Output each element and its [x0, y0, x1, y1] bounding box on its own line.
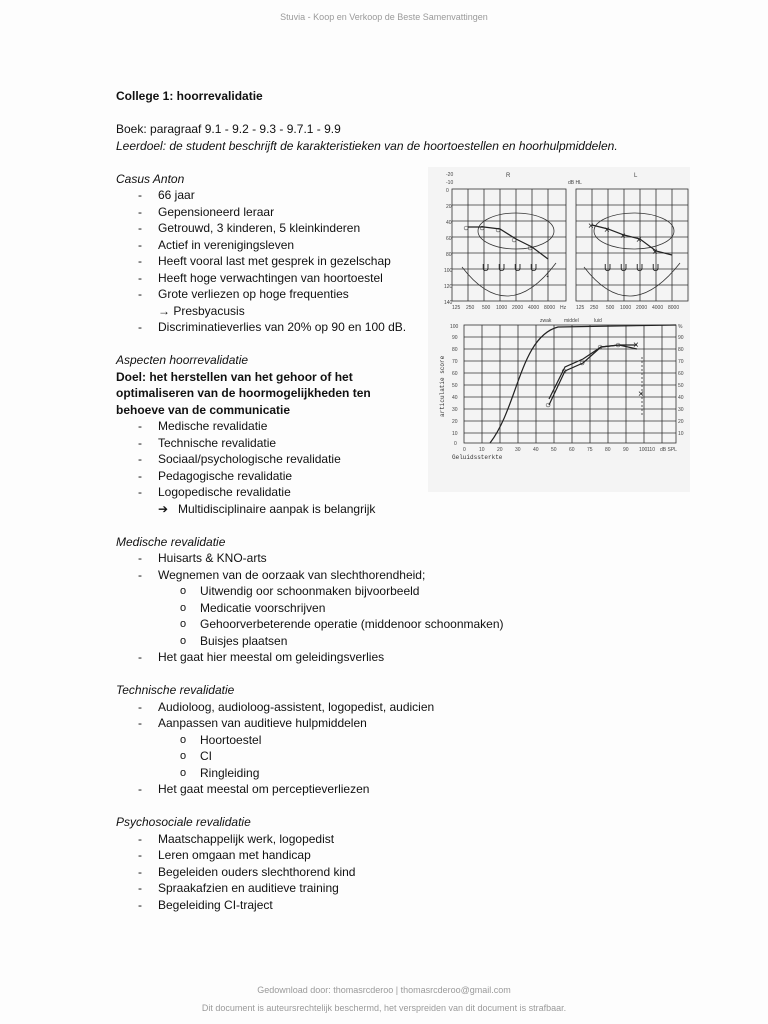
list-item: - Het gaat meestal om perceptieverliezen — [116, 781, 636, 798]
marker-u: U — [620, 263, 628, 274]
db-tick: 80 — [446, 252, 452, 258]
speech-audiogram — [464, 325, 676, 443]
list-item: - Audioloog, audioloog-assistent, logopedist, audicien — [116, 699, 636, 716]
speech-x-tick: 20 — [497, 447, 503, 453]
speech-y-tick: 40 — [452, 395, 458, 401]
marker-o: ○ — [579, 358, 586, 369]
sub-list-item: o Uitwendig oor schoonmaken bijvoorbeeld — [116, 583, 636, 600]
list-item: - Pedagogische revalidatie — [116, 468, 636, 485]
speech-y-tick: 80 — [452, 347, 458, 353]
sub-list-item: o Hoortoestel — [116, 732, 636, 749]
arrow-note — [116, 501, 636, 518]
list-item: - Actief in verenigingsleven — [116, 237, 416, 254]
db-tick: -20 — [446, 172, 454, 178]
marker-x: × — [652, 247, 658, 258]
speech-y-ticks — [450, 324, 684, 447]
freq-tick: 2000 — [636, 305, 648, 311]
document-title: College 1: hoorrevalidatie — [116, 89, 263, 103]
list-item: - Maatschappelijk werk, logopedist — [116, 831, 636, 848]
audiogram-right — [452, 189, 566, 301]
speech-x-unit: dB SPL — [660, 447, 677, 453]
speech-y-tick: 90 — [452, 335, 458, 341]
casus-heading: Casus Anton — [116, 171, 185, 186]
marker-o: ○ — [597, 342, 604, 353]
db-tick: 0 — [446, 188, 449, 194]
db-unit: dB HL — [568, 180, 582, 186]
learning-goal: Leerdoel: de student beschrijft de karakteristieken van de hoortoestellen en hoorhulpmiddelen. — [116, 138, 618, 153]
page-header: Stuvia - Koop en Verkoop de Beste Samenvattingen — [280, 12, 488, 22]
marker-u: U — [636, 263, 644, 274]
db-tick: 20 — [446, 204, 452, 210]
marker-arrow: ↓ — [545, 269, 550, 280]
speech-y-tick: 70 — [678, 359, 684, 365]
speech-y-tick: 30 — [678, 407, 684, 413]
list-item: - Leren omgaan met handicap — [116, 847, 636, 864]
marker-x: × — [636, 235, 642, 246]
freq-tick: 8000 — [668, 305, 680, 311]
list-item: - Heeft vooral last met gesprek in gezelschap — [116, 253, 416, 270]
marker-u: U — [530, 263, 538, 274]
speech-y-tick: 0 — [454, 441, 457, 447]
sub-list-item: o Medicatie voorschrijven — [116, 600, 636, 617]
speech-x-ticks — [463, 447, 677, 453]
list-item: - Gepensioneerd leraar — [116, 204, 416, 221]
list-item: - Sociaal/psychologische revalidatie — [116, 451, 636, 468]
casus-list — [116, 187, 416, 336]
technisch-sublist — [116, 732, 636, 782]
list-item: - Technische revalidatie — [116, 435, 636, 452]
db-tick: -10 — [446, 180, 454, 186]
list-item: - Aanpassen van auditieve hulpmiddelen — [116, 715, 636, 732]
freq-tick: 1000 — [496, 305, 508, 311]
sub-list-item: o Gehoorverbeterende operatie (middenoor schoonmaken) — [116, 616, 636, 633]
medisch-heading: Medische revalidatie — [116, 534, 226, 549]
speech-y-tick: 60 — [452, 371, 458, 377]
speech-y-tick: 50 — [678, 383, 684, 389]
marker-o: ○ — [463, 223, 470, 234]
freq-tick: 500 — [482, 305, 491, 311]
speech-x-label: Geluidssterkte — [452, 454, 503, 461]
list-item: - Spraakafzien en auditieve training — [116, 880, 636, 897]
marker-o: ○ — [527, 243, 534, 254]
marker-o: ○ — [479, 223, 486, 234]
speech-y-tick: 30 — [452, 407, 458, 413]
db-tick: 120 — [444, 284, 453, 290]
technisch-heading: Technische revalidatie — [116, 683, 235, 697]
audiogram-svg — [428, 167, 690, 492]
medisch-sublist — [116, 583, 636, 649]
speech-y-tick: 40 — [678, 395, 684, 401]
list-item: - Huisarts & KNO-arts — [116, 550, 636, 567]
speech-top-label: middel — [564, 318, 579, 324]
speech-x-tick: 0 — [463, 447, 466, 453]
marker-o: ○ — [615, 340, 622, 351]
freq-tick: 2000 — [512, 305, 524, 311]
speech-x-tick: 75 — [587, 447, 593, 453]
speech-y-tick: 10 — [678, 431, 684, 437]
audiogram-left-label: L — [634, 173, 638, 179]
list-item: - Het gaat hier meestal om geleidingsverlies — [116, 649, 636, 666]
speech-y-tick: 80 — [678, 347, 684, 353]
freq-tick: 4000 — [652, 305, 664, 311]
list-item: - Getrouwd, 3 kinderen, 5 kleinkinderen — [116, 220, 416, 237]
list-item: - Wegnemen van de oorzaak van slechthorendheid; — [116, 567, 636, 584]
list-item: - 66 jaar — [116, 187, 416, 204]
sub-list-item: o Ringleiding — [116, 765, 636, 782]
arrow-note-text: Multidisciplinaire aanpak is belangrijk — [178, 501, 376, 516]
marker-x: × — [604, 225, 610, 236]
marker-o: ○ — [495, 225, 502, 236]
speech-x-tick: 110 — [647, 447, 655, 453]
technisch-list-end — [116, 781, 636, 798]
marker-o: ○ — [511, 235, 518, 246]
list-item: - Begeleiden ouders slechthorend kind — [116, 864, 636, 881]
speech-x-tick: 100 — [639, 447, 648, 453]
medisch-list-end — [116, 649, 636, 666]
freq-tick: 1000 — [620, 305, 632, 311]
db-tick: 40 — [446, 220, 452, 226]
speech-y-tick: 20 — [452, 419, 458, 425]
speech-y-tick: 10 — [452, 431, 458, 437]
psycho-heading: Psychosociale revalidatie — [116, 815, 251, 829]
speech-y-tick: 90 — [678, 335, 684, 341]
speech-y-tick: 100 — [450, 324, 459, 330]
freq-tick: 250 — [590, 305, 599, 311]
speech-x-tick: 60 — [569, 447, 575, 453]
aspecten-goal: Doel: het herstellen van het gehoor of het optimaliseren van de hoormogelijkheden ten behoeve van de communicatie — [116, 369, 371, 417]
marker-x: × — [633, 340, 639, 351]
speech-y-tick: 20 — [678, 419, 684, 425]
speech-y-tick: 60 — [678, 371, 684, 377]
audiogram-figure — [428, 167, 690, 492]
list-item: - Discriminatieverlies van 20% op 90 en 100 dB. — [116, 319, 416, 336]
speech-top-label: zwak — [540, 318, 552, 324]
freq-tick: 250 — [466, 305, 475, 311]
sub-list-item: o Buisjes plaatsen — [116, 633, 636, 650]
speech-y-label: articulatie score — [439, 355, 446, 417]
speech-x-tick: 90 — [623, 447, 629, 453]
db-tick: 60 — [446, 236, 452, 242]
freq-tick: 8000 — [544, 305, 556, 311]
marker-u: U — [498, 263, 506, 274]
psycho-list — [116, 831, 636, 914]
marker-u: U — [514, 263, 522, 274]
speech-x-tick: 80 — [605, 447, 611, 453]
marker-o: ○ — [545, 400, 552, 411]
arrow-right-icon: ➔ — [158, 501, 169, 516]
db-tick: 140 — [444, 300, 453, 306]
freq-tick: 125 — [452, 305, 461, 311]
technisch-list — [116, 699, 636, 732]
marker-x: × — [620, 231, 626, 242]
medisch-list — [116, 550, 636, 583]
list-item: - Medische revalidatie — [116, 418, 636, 435]
book-reference: Boek: paragraaf 9.1 - 9.2 - 9.3 - 9.7.1 - 9.9 — [116, 122, 341, 136]
sub-list-item: o CI — [116, 748, 636, 765]
speech-y-tick: 50 — [452, 383, 458, 389]
audiogram-right-markers — [463, 223, 550, 280]
speech-x-tick: 40 — [533, 447, 539, 453]
speech-y-unit: % — [678, 324, 683, 330]
speech-y-tick: 70 — [452, 359, 458, 365]
freq-unit: Hz — [560, 305, 567, 311]
speech-x-tick: 30 — [515, 447, 521, 453]
list-item: - Grote verliezen op hoge frequenties → Presbyacusis — [116, 286, 358, 319]
list-item: - Logopedische revalidatie — [116, 484, 636, 501]
db-tick: 100 — [444, 268, 453, 274]
freq-tick: 125 — [576, 305, 585, 311]
audiogram-left — [576, 189, 688, 301]
marker-x: × — [588, 221, 594, 232]
list-item: - Heeft hoge verwachtingen van hoortoestel — [116, 270, 416, 287]
aspecten-heading: Aspecten hoorrevalidatie — [116, 353, 249, 367]
marker-u: U — [652, 263, 660, 274]
speech-top-labels — [540, 318, 602, 324]
freq-tick: 4000 — [528, 305, 540, 311]
audiogram-freq-ticks — [452, 305, 679, 311]
freq-tick: 500 — [606, 305, 615, 311]
marker-x: × — [638, 389, 644, 400]
audiogram-right-label: R — [506, 173, 511, 179]
list-item: - Begeleiding CI-traject — [116, 897, 636, 914]
footer-copyright: Dit document is auteursrechtelijk beschermd, het verspreiden van dit document is strafbaar. — [201, 1003, 567, 1013]
footer-downloaded: Gedownload door: thomasrcderoo | thomasrcderoo@gmail.com — [257, 985, 511, 995]
speech-top-label: luid — [594, 318, 602, 324]
marker-u: U — [482, 263, 490, 274]
marker-o: ○ — [561, 366, 568, 377]
speech-x-tick: 10 — [479, 447, 485, 453]
speech-x-tick: 50 — [551, 447, 557, 453]
marker-u: U — [604, 263, 612, 274]
